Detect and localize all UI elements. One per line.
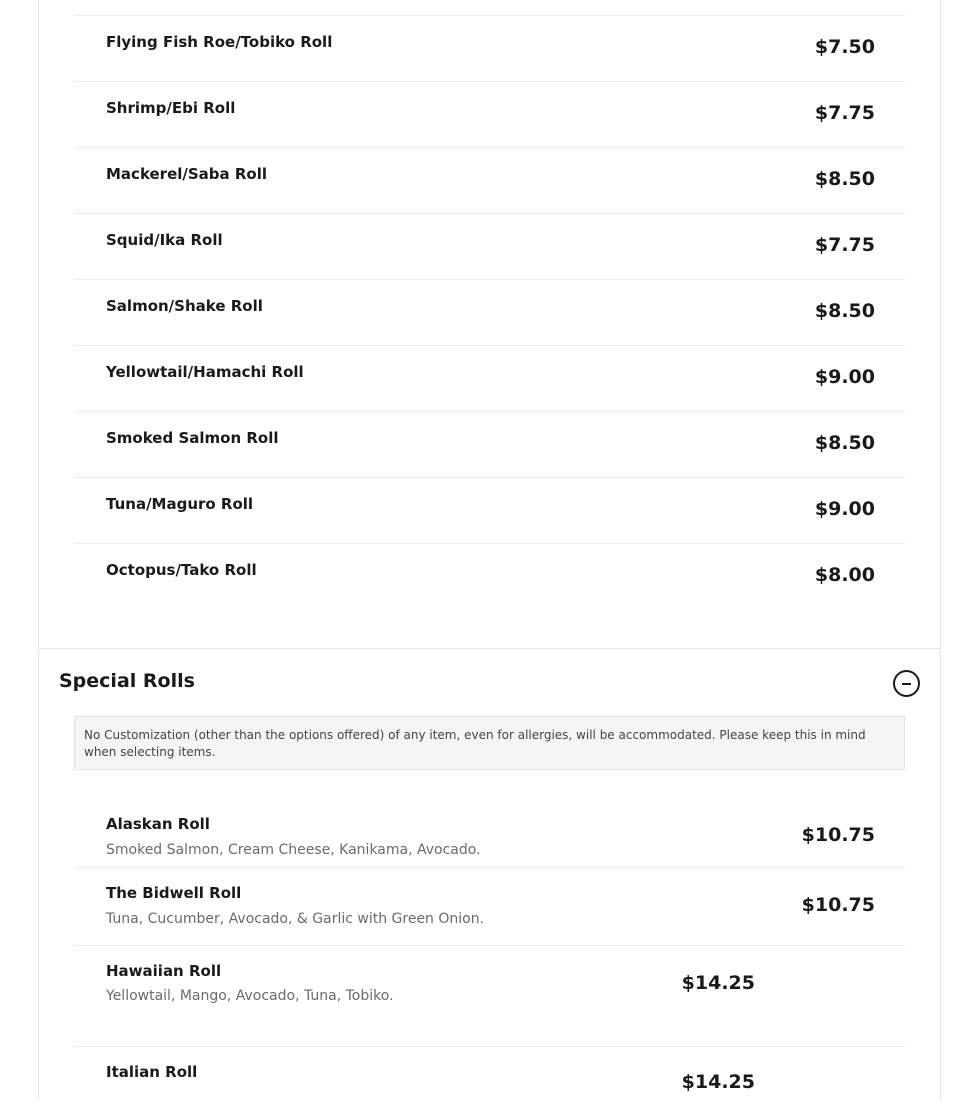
item-name: Alaskan Roll (106, 815, 210, 833)
customization-notice: No Customization (other than the options offered) of any item, even for allergies, will be accommodated. Please keep this in mind when selecting items. (74, 716, 905, 770)
item-description: Smoked Salmon, Cream Cheese, Kanikama, Avocado. (106, 842, 481, 858)
menu-item[interactable] (74, 345, 905, 411)
menu-item[interactable] (74, 411, 905, 477)
item-price: $9.00 (814, 366, 875, 388)
item-price: $8.50 (814, 168, 875, 190)
item-price: $7.75 (814, 102, 875, 124)
item-name: Tuna/Maguro Roll (106, 495, 254, 513)
item-name: The Bidwell Roll (106, 884, 242, 902)
item-name: Octopus/Tako Roll (106, 561, 257, 579)
item-name: Italian Roll (106, 1063, 198, 1081)
menu-item[interactable] (74, 15, 905, 81)
item-price: $8.00 (814, 564, 875, 586)
menu-item[interactable] (74, 81, 905, 147)
menu-item[interactable] (74, 147, 905, 213)
section-divider (39, 648, 940, 649)
item-name: Flying Fish Roe/Tobiko Roll (106, 33, 333, 51)
item-price: $7.75 (814, 234, 875, 256)
menu-item[interactable] (74, 945, 905, 1046)
item-description: Yellowtail, Mango, Avocado, Tuna, Tobiko. (106, 988, 394, 1004)
menu-item[interactable] (74, 543, 905, 609)
item-price: $10.75 (801, 824, 875, 846)
menu-item[interactable] (74, 279, 905, 345)
section-title[interactable]: Special Rolls (59, 670, 195, 692)
menu-item[interactable] (74, 867, 905, 945)
menu-item[interactable] (74, 798, 905, 868)
item-name: Shrimp/Ebi Roll (106, 99, 236, 117)
item-price: $14.25 (681, 1071, 755, 1093)
item-name: Salmon/Shake Roll (106, 297, 263, 315)
menu-item[interactable] (74, 477, 905, 543)
menu-item[interactable] (74, 213, 905, 279)
item-price: $8.50 (814, 432, 875, 454)
item-description: Tuna, Cucumber, Avocado, & Garlic with Green Onion. (106, 911, 485, 927)
menu-item[interactable] (74, 1046, 905, 1100)
menu-panel (38, 0, 941, 1100)
roll-list (39, 15, 940, 609)
item-price: $9.00 (814, 498, 875, 520)
item-price: $8.50 (814, 300, 875, 322)
item-name: Mackerel/Saba Roll (106, 165, 268, 183)
minus-circle-icon[interactable] (893, 670, 920, 697)
item-name: Squid/Ika Roll (106, 231, 223, 249)
item-price: $10.75 (801, 894, 875, 916)
item-name: Smoked Salmon Roll (106, 429, 279, 447)
item-price: $14.25 (681, 972, 755, 994)
item-name: Yellowtail/Hamachi Roll (106, 363, 304, 381)
item-price: $7.50 (814, 36, 875, 58)
item-name: Hawaiian Roll (106, 962, 222, 980)
